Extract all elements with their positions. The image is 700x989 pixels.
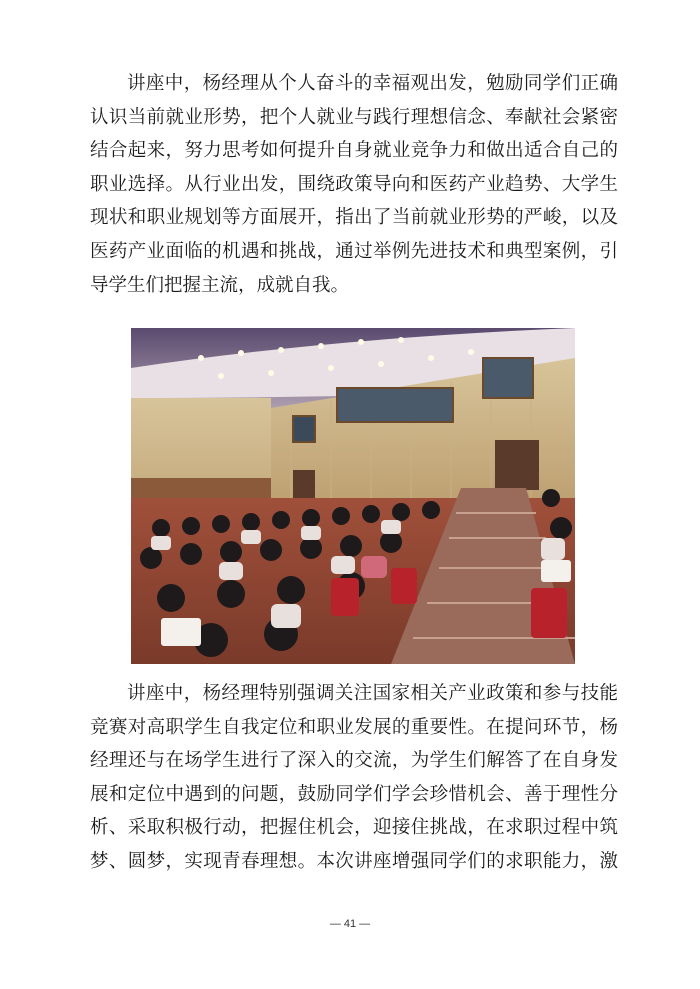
paragraph-1-line: 认识当前就业形势，把个人就业与践行理想信念、奉献社会紧密: [90, 106, 618, 128]
paragraph-2: [90, 677, 618, 879]
paragraph-2-line: 讲座中，杨经理特别强调关注国家相关产业政策和参与技能: [127, 683, 618, 704]
paragraph-1-line: 医药产业面临的机遇和挑战，通过举例先进技术和典型案例，引: [90, 240, 618, 262]
page-number: — 41 —: [329, 918, 371, 930]
paragraph-1-line: 导学生们把握主流，成就自我。: [90, 274, 350, 296]
paragraph-1-line: 职业选择。从行业出发，围绕政策导向和医药产业趋势、大学生: [90, 173, 618, 195]
paragraph-2-line: 梦、圆梦，实现青春理想。本次讲座增强同学们的求职能力，激: [90, 850, 618, 872]
paragraph-1-line: 讲座中，杨经理从个人奋斗的幸福观出发，勉励同学们正确: [127, 73, 618, 94]
paragraph-2-line: 析、采取积极行动，把握住机会，迎接住挑战，在求职过程中筑: [90, 817, 618, 839]
paragraph-1: [90, 67, 618, 302]
paragraph-2-line: 经理还与在场学生进行了深入的交流，为学生们解答了在自身发: [90, 750, 618, 772]
paragraph-2-line: 竞赛对高职学生自我定位和职业发展的重要性。在提问环节，杨: [90, 716, 618, 738]
lecture-hall-photo: [131, 328, 575, 664]
paragraph-2-line: 展和定位中遇到的问题，鼓励同学们学会珍惜机会、善于理性分: [90, 783, 618, 805]
paragraph-1-line: 现状和职业规划等方面展开，指出了当前就业形势的严峻，以及: [90, 207, 618, 229]
paragraph-1-line: 结合起来，努力思考如何提升自身就业竞争力和做出适合自己的: [90, 140, 618, 162]
